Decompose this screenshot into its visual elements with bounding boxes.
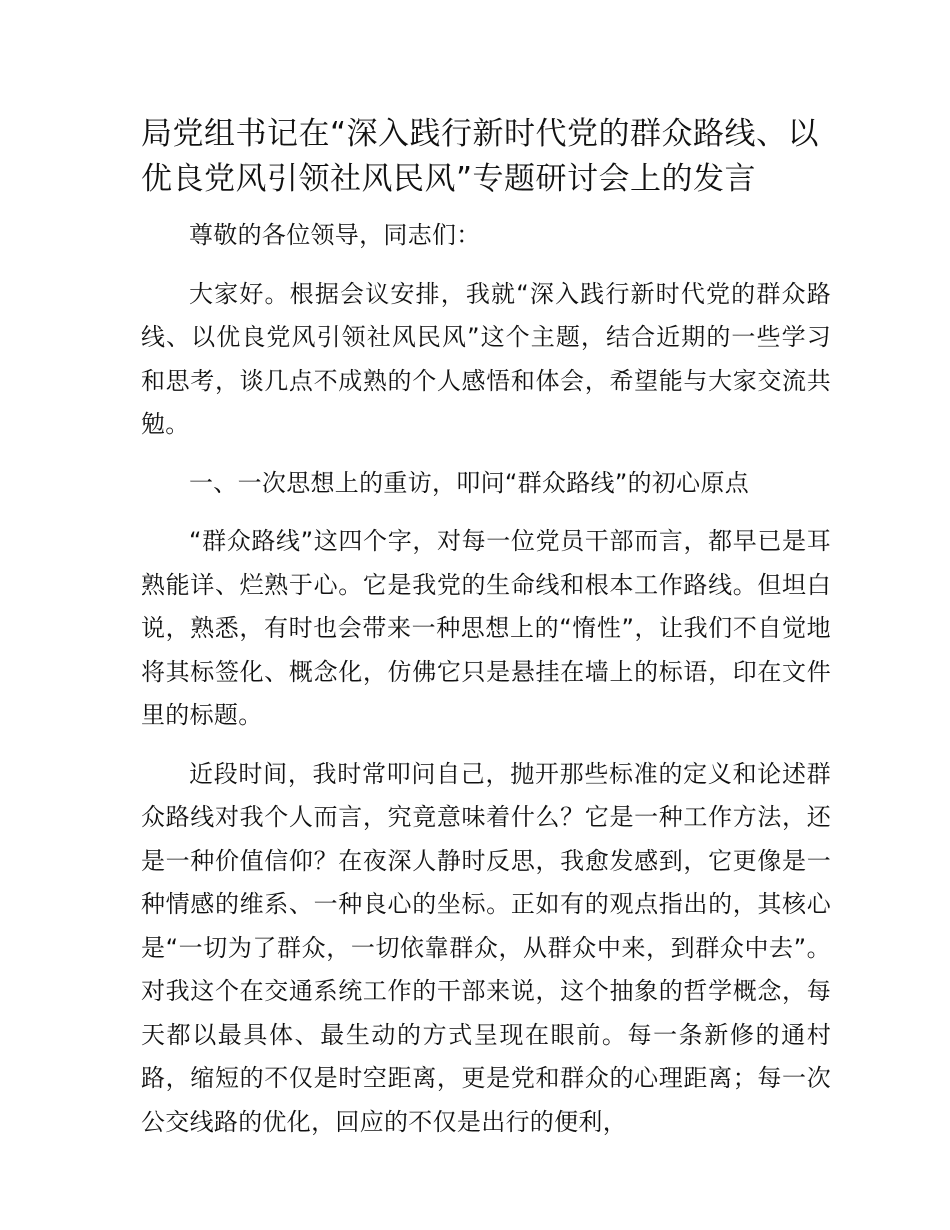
section-heading: 一、一次思想上的重访，叩问“群众路线”的初心原点 — [189, 468, 750, 497]
document-title: 局党组书记在“深入践行新时代党的群众路线、以优良党风引领社风民风”专题研讨会上的发言 — [141, 116, 820, 197]
salutation-paragraph: 尊敬的各位领导，同志们： — [189, 221, 481, 249]
opening-paragraph: 大家好。根据会议安排，我就“深入践行新时代党的群众路线、以优良党风引领社风民风”这个主题，结合近期的一些学习和思考，谈几点不成熟的个人感悟和体会，希望能与大家交流共勉。 — [141, 279, 831, 438]
document-body — [141, 214, 831, 1159]
body-paragraph: 近段时间，我时常叩问自己，抛开那些标准的定义和论述群众路线对我个人而言，究竟意味着什么？它是一种工作方法，还是一种价值信仰？在夜深人静时反思，我愈发感到，它更像是一种情感的维系、一种良心的坐标。正如有的观点指出的，其核心是“一切为了群众，一切依靠群众，从群众中来，到群众中去”。对我这个在交通系统工作的干部来说，这个抽象的哲学概念，每天都以最具体、最生动的方式呈现在眼前。每一条新修的通村路，缩短的不仅是时空距离，更是党和群众的心理距离；每一次公交线路的优化，回应的不仅是出行的便利， — [141, 759, 831, 1136]
body-paragraph: “群众路线”这四个字，对每一位党员干部而言，都早已是耳熟能详、烂熟于心。它是我党的生命线和根本工作路线。但坦白说，熟悉，有时也会带来一种思想上的“惰性”，让我们不自觉地将其标签化、概念化，仿佛它只是悬挂在墙上的标语，印在文件里的标题。 — [141, 527, 831, 729]
